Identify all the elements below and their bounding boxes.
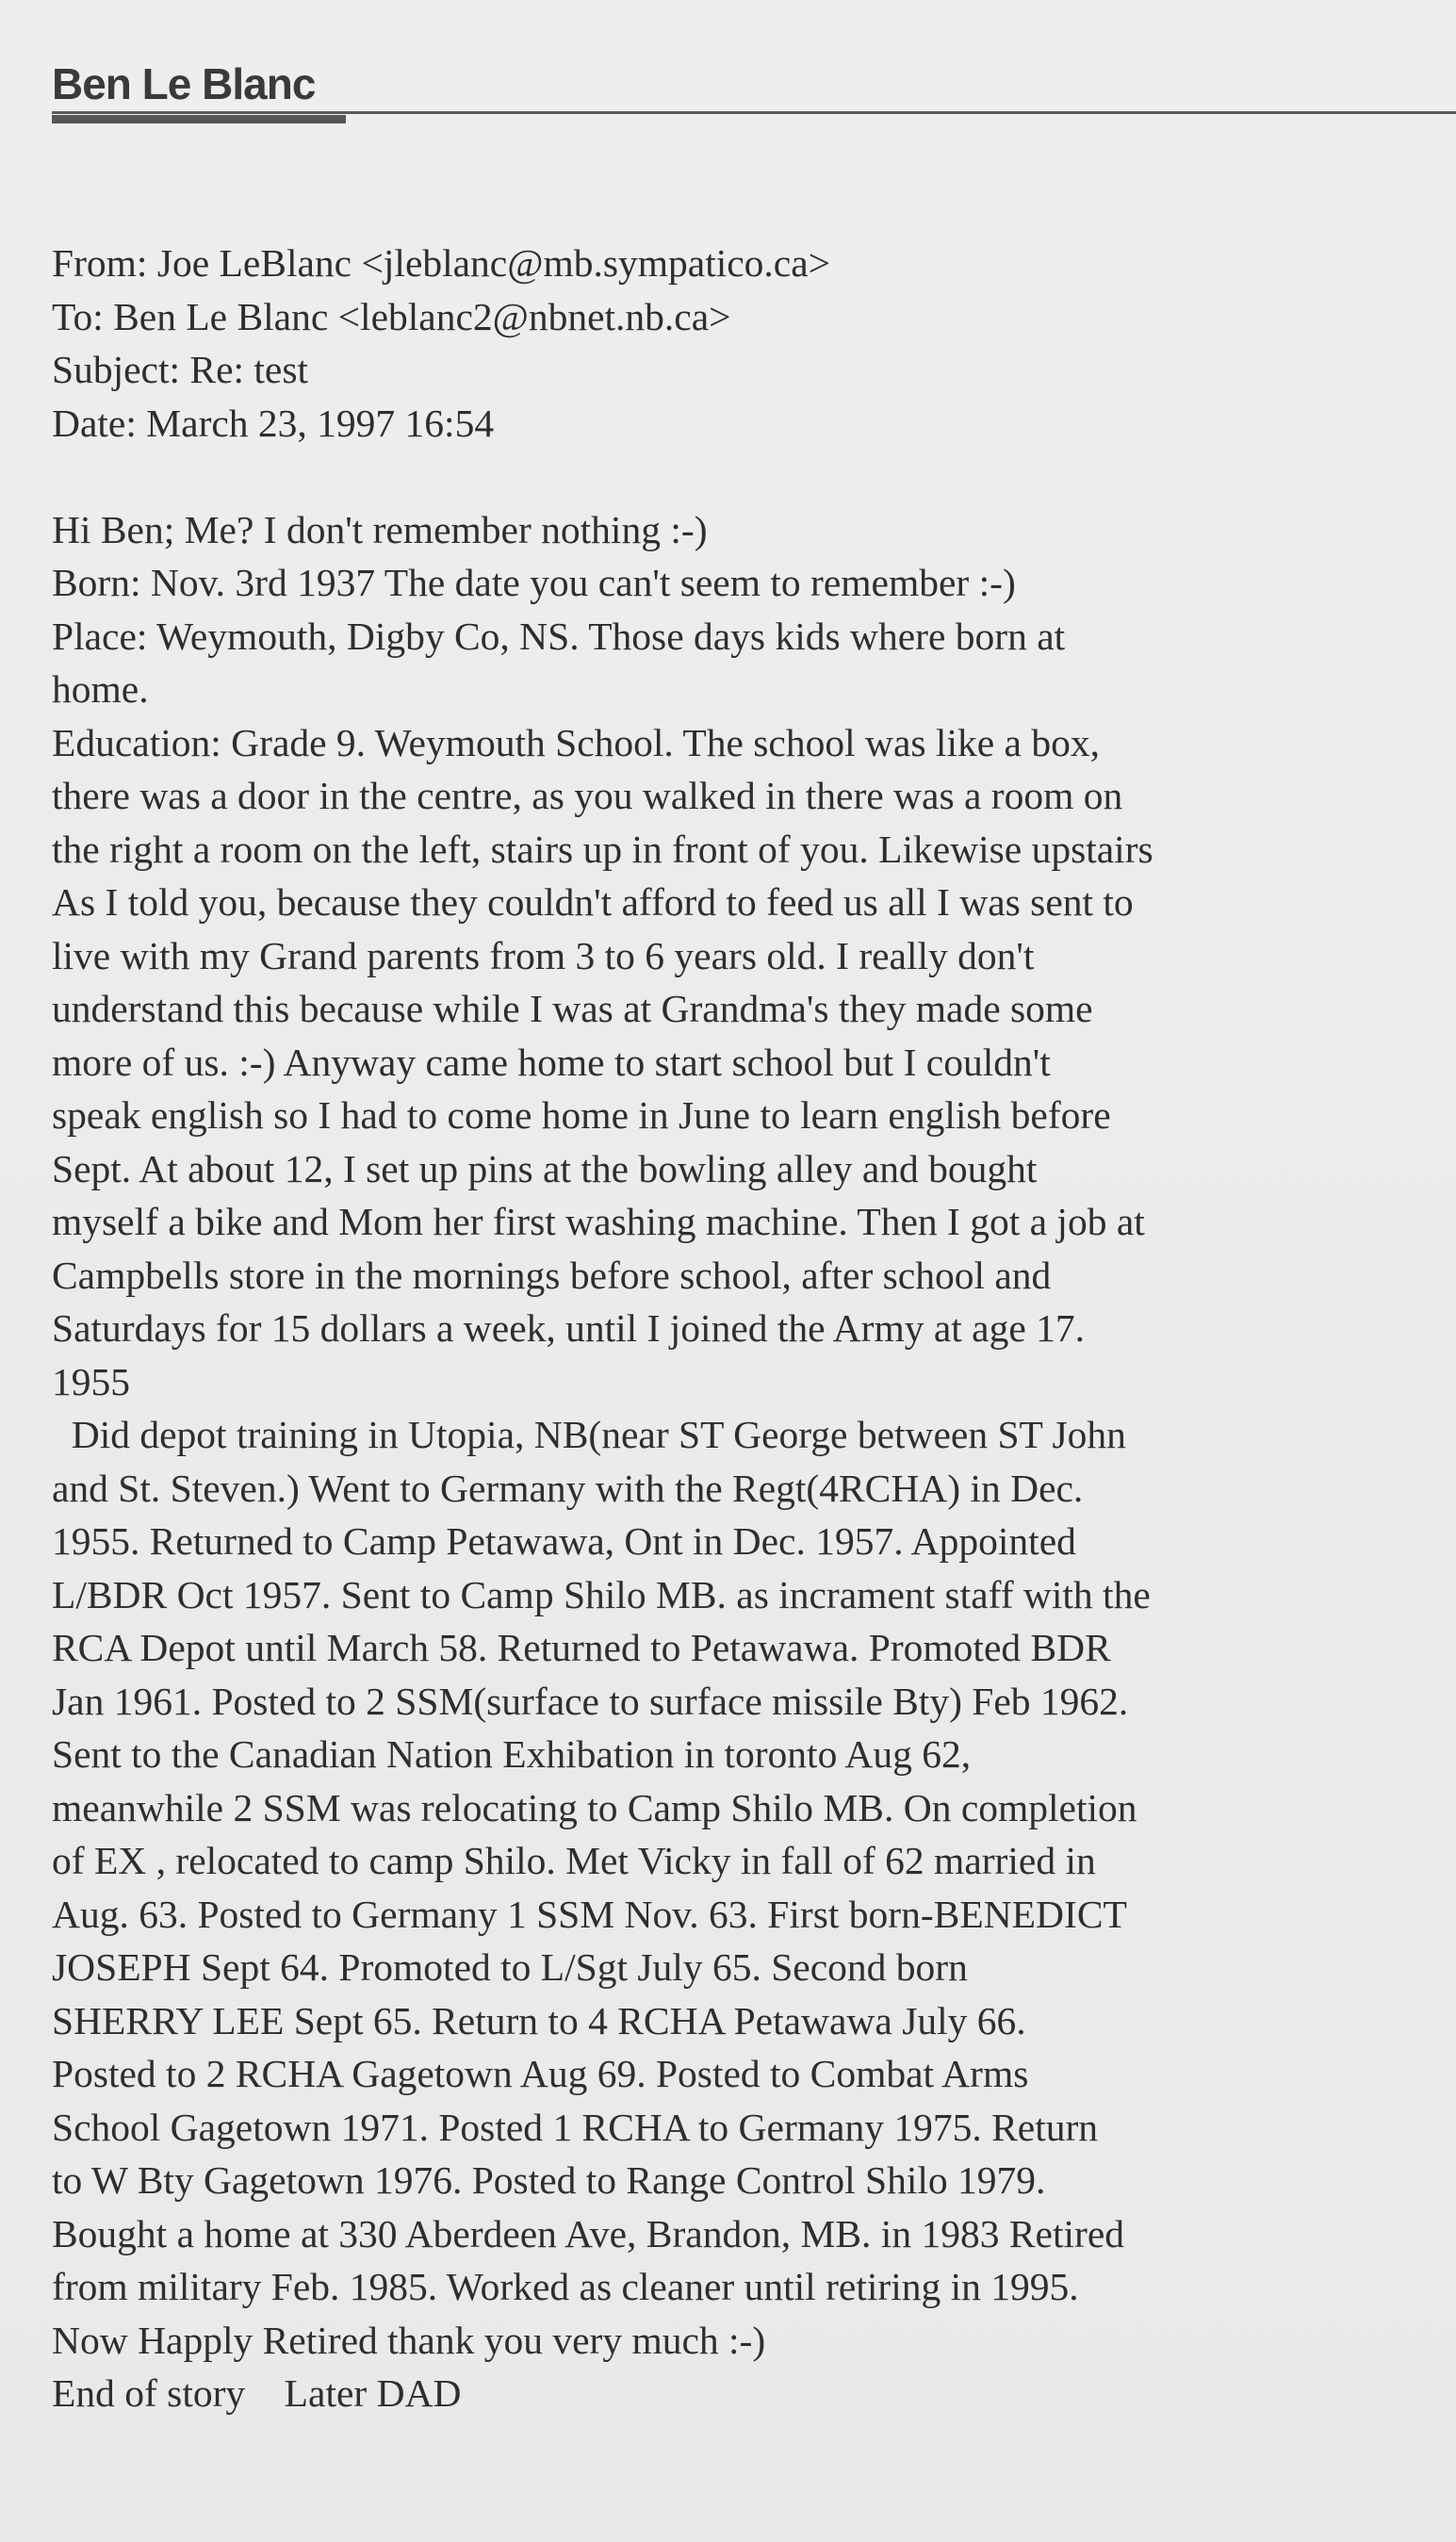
body-line: to W Bty Gagetown 1976. Posted to Range Control Shilo 1979. <box>52 2158 1046 2202</box>
body-line: myself a bike and Mom her first washing machine. Then I got a job at <box>52 1200 1145 1243</box>
body-line: of EX , relocated to camp Shilo. Met Vicky in fall of 62 married in <box>52 1839 1096 1882</box>
body-line: Jan 1961. Posted to 2 SSM(surface to surface missile Bty) Feb 1962. <box>52 1679 1129 1723</box>
body-line: understand this because while I was at Grandma's they made some <box>52 987 1093 1030</box>
body-line: End of story Later DAD <box>52 2371 462 2415</box>
header-body-gap <box>52 450 1437 503</box>
sender-name-heading: Ben Le Blanc <box>52 59 316 108</box>
body-line: home. <box>52 667 149 711</box>
body-line: speak english so I had to come home in June to learn english before <box>52 1093 1111 1137</box>
body-line: Aug. 63. Posted to Germany 1 SSM Nov. 63. First born-BENEDICT <box>52 1892 1127 1936</box>
body-line: RCA Depot until March 58. Returned to Petawawa. Promoted BDR <box>52 1626 1111 1669</box>
body-line: L/BDR Oct 1957. Sent to Camp Shilo MB. as incrament staff with the <box>52 1572 1151 1616</box>
header-divider <box>52 111 1456 114</box>
email-from: From: Joe LeBlanc <jleblanc@mb.sympatico.ca> <box>52 241 831 285</box>
body-line: 1955. Returned to Camp Petawawa, Ont in Dec. 1957. Appointed <box>52 1519 1076 1563</box>
body-line: more of us. :-) Anyway came home to start school but I couldn't <box>52 1040 1051 1084</box>
body-line: Campbells store in the mornings before school, after school and <box>52 1253 1052 1297</box>
body-line: Posted to 2 RCHA Gagetown Aug 69. Posted to Combat Arms <box>52 2052 1029 2095</box>
body-line: the right a room on the left, stairs up in front of you. Likewise upstairs <box>52 827 1153 871</box>
body-line: Place: Weymouth, Digby Co, NS. Those days kids where born at <box>52 614 1066 658</box>
body-line: Sent to the Canadian Nation Exhibation in toronto Aug 62, <box>52 1732 972 1776</box>
header-accent-bar <box>52 115 346 123</box>
body-line: SHERRY LEE Sept 65. Return to 4 RCHA Petawawa July 66. <box>52 1998 1026 2042</box>
email-to: To: Ben Le Blanc <leblanc2@nbnet.nb.ca> <box>52 294 731 338</box>
email-subject: Subject: Re: test <box>52 348 309 391</box>
body-line: and St. Steven.) Went to Germany with the Regt(4RCHA) in Dec. <box>52 1466 1084 1510</box>
email-date: Date: March 23, 1997 16:54 <box>52 401 495 445</box>
body-line: there was a door in the centre, as you walked in there was a room on <box>52 774 1123 817</box>
body-line: Did depot training in Utopia, NB(near ST George between ST John <box>52 1413 1126 1456</box>
body-line: School Gagetown 1971. Posted 1 RCHA to Germany 1975. Return <box>52 2105 1099 2149</box>
body-line: Education: Grade 9. Weymouth School. The school was like a box, <box>52 720 1100 764</box>
body-line: Born: Nov. 3rd 1937 The date you can't seem to remember :-) <box>52 561 1016 604</box>
email-message <box>52 237 1437 2420</box>
body-line: Now Happly Retired thank you very much :-) <box>52 2318 766 2362</box>
page-header <box>52 58 1456 124</box>
body-line: Saturdays for 15 dollars a week, until I joined the Army at age 17. <box>52 1306 1086 1350</box>
body-line: Bought a home at 330 Aberdeen Ave, Brandon, MB. in 1983 Retired <box>52 2211 1124 2255</box>
body-line: Hi Ben; Me? I don't remember nothing :-) <box>52 507 708 551</box>
body-line: JOSEPH Sept 64. Promoted to L/Sgt July 65. Second born <box>52 1945 968 1989</box>
body-line: As I told you, because they couldn't afford to feed us all I was sent to <box>52 880 1134 924</box>
body-line: 1955 <box>52 1359 130 1403</box>
body-line: live with my Grand parents from 3 to 6 years old. I really don't <box>52 933 1035 977</box>
body-line: Sept. At about 12, I set up pins at the bowling alley and bought <box>52 1146 1038 1190</box>
body-line: meanwhile 2 SSM was relocating to Camp Shilo MB. On completion <box>52 1785 1137 1829</box>
body-line: from military Feb. 1985. Worked as cleaner until retiring in 1995. <box>52 2265 1079 2308</box>
